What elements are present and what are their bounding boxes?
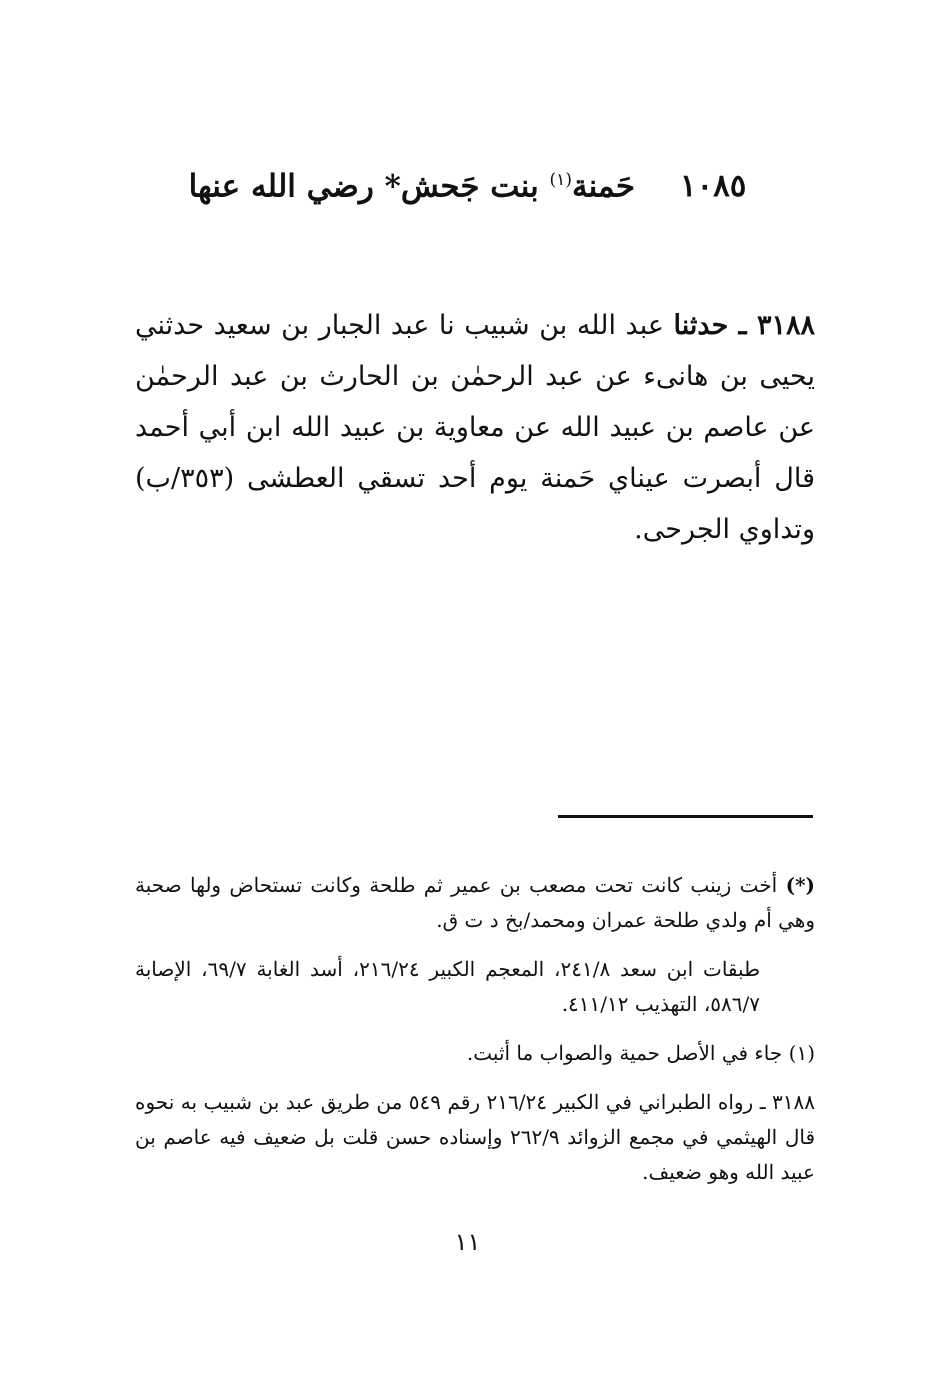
footnote-star-text: أخت زينب كانت تحت مصعب بن عمير ثم طلحة وكانت تستحاض ولها صحبة وهي أم ولدي طلحة عمران ومحمد/بخ د ت ق. bbox=[135, 873, 815, 932]
footnote-star-marker: (*) bbox=[785, 873, 815, 897]
footnote-takhrij bbox=[135, 1085, 815, 1190]
hadith-paragraph bbox=[135, 300, 815, 555]
footnote-sources: طبقات ابن سعد ٢٤١/٨، المعجم الكبير ٢١٦/٢٤، أسد الغابة ٦٩/٧، الإصابة ٥٨٦/٧، التهذيب ٤١١/١٢. bbox=[135, 957, 761, 1016]
entry-name-first: حَمنة bbox=[571, 168, 636, 205]
hadith-text: عبد الله بن شبيب نا عبد الجبار بن سعيد حدثني يحيى بن هانىء عن عبد الرحمٰن بن الحارث بن عبد الرحمٰن عن عاصم بن عبيد الله عن معاوية بن عبيد الله ابن أبي أحمد قال أبصرت عيناي حَمنة يوم أحد تسقي العطشى (٣٥٣/ب) وتداوي الجرحى. bbox=[135, 310, 815, 545]
footnote-separator bbox=[558, 815, 813, 818]
footnotes bbox=[135, 868, 815, 1204]
page-number: ١١ bbox=[454, 1228, 481, 1256]
hadith-number: ٣١٨٨ ـ حدثنا bbox=[673, 310, 815, 341]
footnote-takhrij-text: رواه الطبراني في الكبير ٢١٦/٢٤ رقم ٥٤٩ من طريق عبد بن شبيب به نحوه قال الهيثمي في مجمع الزوائد ٢٦٢/٩ وإسناده حسن قلت بل ضعيف فيه عاصم بن عبيد الله وهو ضعيف. bbox=[135, 1090, 816, 1184]
entry-number: ١٠٨٥ bbox=[679, 168, 747, 205]
footnote-one-marker: (١) bbox=[788, 1041, 815, 1065]
entry-name-second: بنت جَحش* bbox=[384, 168, 539, 205]
footnote-star bbox=[135, 868, 815, 938]
entry-honorific: رضي الله عنها bbox=[188, 168, 374, 205]
entry-heading bbox=[150, 155, 785, 211]
footnote-one bbox=[135, 1036, 815, 1071]
footnote-takhrij-marker: ٣١٨٨ ـ bbox=[759, 1090, 816, 1114]
footnote-marker-1: (١) bbox=[549, 170, 572, 190]
footnote-one-text: جاء في الأصل حمية والصواب ما أثبت. bbox=[466, 1041, 783, 1065]
